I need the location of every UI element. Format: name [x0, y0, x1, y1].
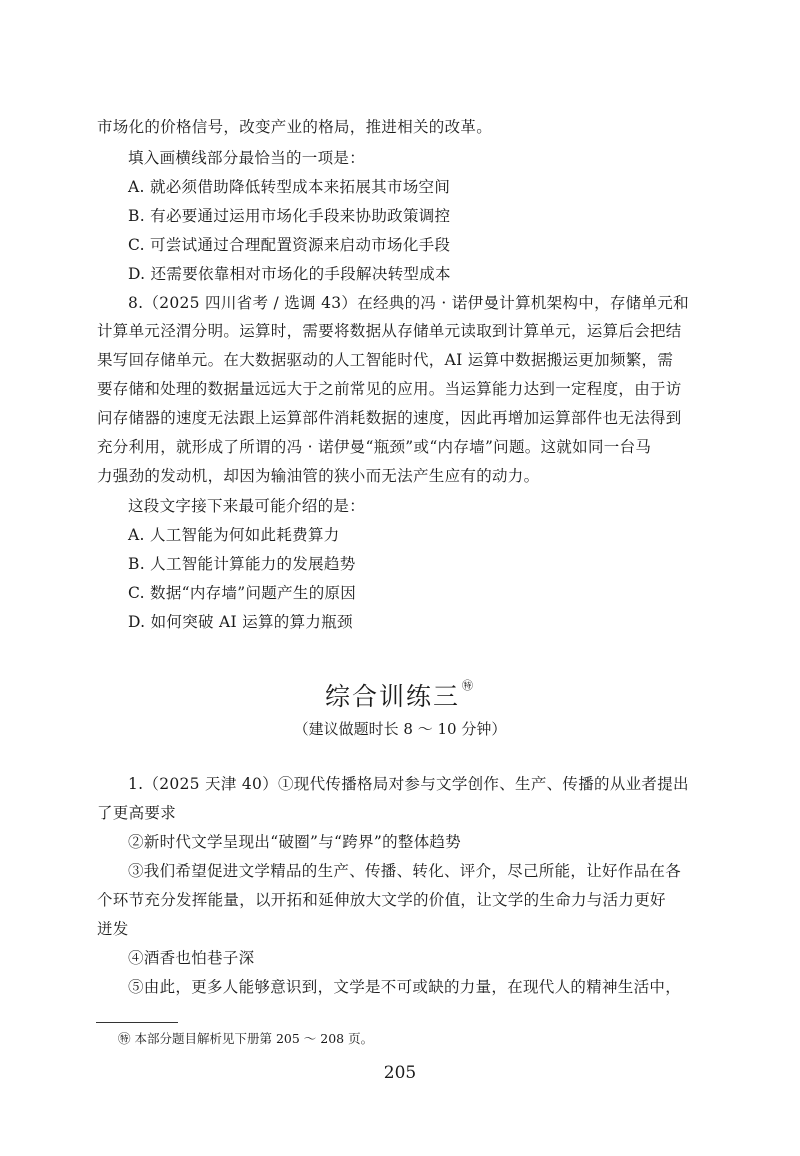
paragraph-line: 要存储和处理的数据量远远大于之前常见的应用。当运算能力达到一定程度，由于访 [97, 380, 682, 398]
option-a: A. 人工智能为何如此耗费算力 [128, 526, 340, 544]
question-1-line: 1.（2025 天津 40）①现代传播格局对参与文学创作、生产、传播的从业者提出 [128, 775, 689, 793]
sentence-5: ⑤由此，更多人能够意识到，文学是不可或缺的力量，在现代人的精神生活中， [128, 978, 682, 996]
paragraph-line: 力强劲的发动机，却因为输油管的狭小而无法产生应有的动力。 [97, 467, 540, 485]
sentence-4: ④酒香也怕巷子深 [128, 949, 255, 967]
paragraph-line: 计算单元泾渭分明。运算时，需要将数据从存储单元读取到计算单元，运算后会把结 [97, 322, 682, 340]
section-subtitle: （建议做题时长 8 ～ 10 分钟） [293, 720, 507, 738]
footnote: ㊕ 本部分题目解析见下册第 205 ～ 208 页。 [118, 1031, 374, 1046]
page-number: 205 [383, 1063, 417, 1083]
question-prompt: 填入画横线部分最恰当的一项是： [128, 149, 366, 167]
option-b: B. 人工智能计算能力的发展趋势 [128, 555, 356, 573]
footnote-mark: ㊕ [462, 679, 475, 692]
paragraph-line: 问存储器的速度无法跟上运算部件消耗数据的速度，因此再增加运算部件也无法得到 [97, 409, 682, 427]
section-title-text: 综合训练三 [324, 682, 460, 711]
question-8-line: 8.（2025 四川省考 / 选调 43）在经典的冯 · 诺伊曼计算机架构中，存储单元和 [128, 294, 689, 312]
option-d: D. 还需要依靠相对市场化的手段解决转型成本 [128, 265, 451, 283]
option-a: A. 就必须借助降低转型成本来拓展其市场空间 [128, 178, 451, 196]
sentence-3: ③我们希望促进文学精品的生产、传播、转化、评介，尽己所能，让好作品在各 [128, 862, 682, 880]
paragraph-line: 市场化的价格信号，改变产业的格局，推进相关的改革。 [97, 118, 493, 136]
option-c: C. 可尝试通过合理配置资源来启动市场化手段 [128, 236, 451, 254]
paragraph-line: 个环节充分发挥能量，以开拓和延伸放大文学的价值，让文学的生命力与活力更好 [97, 891, 666, 909]
paragraph-line: 了更高要求 [97, 804, 177, 822]
paragraph-line: 果写回存储单元。在大数据驱动的人工智能时代，AI 运算中数据搬运更加频繁，需 [97, 351, 674, 369]
sentence-2: ②新时代文学呈现出“破圈”与“跨界”的整体趋势 [128, 833, 462, 851]
question-prompt: 这段文字接下来最可能介绍的是： [128, 497, 366, 515]
paragraph-line: 迸发 [97, 920, 129, 938]
option-c: C. 数据“内存墙”问题产生的原因 [128, 584, 357, 602]
footnote-divider [96, 1022, 178, 1023]
option-b: B. 有必要通过运用市场化手段来协助政策调控 [128, 207, 451, 225]
paragraph-line: 充分利用，就形成了所谓的冯 · 诺伊曼“瓶颈”或“内存墙”问题。这就如同一台马 [97, 438, 652, 456]
option-d: D. 如何突破 AI 运算的算力瓶颈 [128, 613, 353, 631]
section-title [0, 677, 800, 713]
